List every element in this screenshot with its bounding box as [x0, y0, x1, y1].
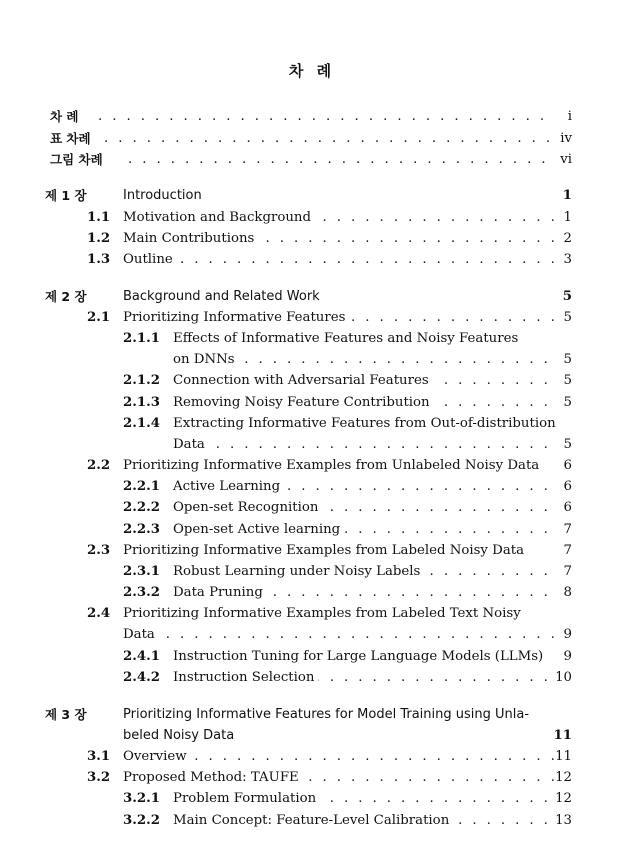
- subsection-title: Effects of Informative Features and Noisy Features: [173, 328, 522, 349]
- toc-section-2-1[interactable]: [0, 307, 624, 328]
- chapter-title: Background and Related Work: [123, 289, 320, 304]
- toc-subsection-2-3-1[interactable]: [0, 561, 624, 582]
- section-title: Overview: [123, 746, 191, 767]
- section-number: 2.1: [87, 310, 111, 325]
- toc-chapter-3-cont[interactable]: [0, 725, 624, 746]
- subsection-number: 2.1.1: [123, 331, 161, 346]
- subsection-title: Open-set Recognition: [173, 497, 322, 518]
- section-page: 11: [555, 749, 572, 764]
- toc-section-2-4-cont[interactable]: [0, 624, 624, 645]
- entry-page: vi: [560, 152, 572, 167]
- subsection-title: Instruction Tuning for Large Language Models (LLMs): [173, 646, 547, 667]
- subsection-page: 13: [555, 813, 572, 828]
- subsection-page: 10: [555, 670, 572, 685]
- subsection-number: 2.1.3: [123, 395, 161, 410]
- section-title: Prioritizing Informative Features: [123, 307, 349, 328]
- subsection-page: 5: [563, 352, 572, 367]
- section-title: Motivation and Background: [123, 207, 315, 228]
- entry-title: 표 차례: [50, 128, 95, 149]
- toc-section-2-3[interactable]: [0, 540, 624, 561]
- section-page: 5: [563, 310, 572, 325]
- toc-subsection-2-1-3[interactable]: [0, 392, 624, 413]
- section-number: 2.2: [87, 458, 111, 473]
- toc-chapter-2[interactable]: [0, 286, 624, 307]
- toc-subsection-3-2-1[interactable]: [0, 788, 624, 809]
- section-title: Prioritizing Informative Examples from Labeled Noisy Data: [123, 540, 528, 561]
- section-number: 2.3: [87, 543, 111, 558]
- toc-section-2-2[interactable]: [0, 455, 624, 476]
- section-title: Proposed Method: TAUFE: [123, 767, 303, 788]
- leader-dots: [98, 106, 554, 127]
- toc-subsection-2-1-4[interactable]: [0, 413, 624, 434]
- section-page: 7: [563, 543, 572, 558]
- section-page: 2: [563, 231, 572, 246]
- entry-title: 차 례: [50, 106, 83, 127]
- chapter-title: Introduction: [123, 188, 202, 203]
- chapter-title: Prioritizing Informative Features for Model Training using Unla-: [123, 707, 530, 722]
- subsection-page: 5: [563, 395, 572, 410]
- leader-dots: [123, 249, 554, 270]
- toc-section-1-2[interactable]: [0, 228, 624, 249]
- subsection-number: 2.3.2: [123, 585, 161, 600]
- entry-title: 그림 차례: [50, 149, 107, 170]
- toc-section-3-1[interactable]: [0, 746, 624, 767]
- subsection-title: Connection with Adversarial Features: [173, 370, 433, 391]
- subsection-title: Instruction Selection: [173, 667, 318, 688]
- section-number: 3.2: [87, 770, 111, 785]
- entry-page: i: [567, 109, 572, 124]
- subsection-number: 3.2.1: [123, 791, 161, 806]
- chapter-page: 5: [562, 289, 572, 304]
- subsection-title: Active Learning: [173, 476, 284, 497]
- toc-subsection-2-2-2[interactable]: [0, 497, 624, 518]
- toc-front-contents[interactable]: [0, 106, 624, 127]
- subsection-number: 2.3.1: [123, 564, 161, 579]
- subsection-page: 6: [563, 479, 572, 494]
- subsection-title: Removing Noisy Feature Contribution: [173, 392, 434, 413]
- toc-subsection-2-2-1[interactable]: [0, 476, 624, 497]
- subsection-title-cont: on DNNs: [173, 349, 239, 370]
- subsection-number: 2.4.1: [123, 649, 161, 664]
- toc-subsection-2-2-3[interactable]: [0, 519, 624, 540]
- subsection-title: Robust Learning under Noisy Labels: [173, 561, 424, 582]
- chapter-page: 11: [553, 728, 572, 743]
- toc-subsection-2-1-1[interactable]: [0, 328, 624, 349]
- toc-chapter-1[interactable]: [0, 185, 624, 206]
- toc-section-3-2[interactable]: [0, 767, 624, 788]
- leader-dots: [173, 434, 554, 455]
- section-number: 1.1: [87, 210, 111, 225]
- section-page: 6: [563, 458, 572, 473]
- subsection-page: 7: [563, 522, 572, 537]
- section-page: 1: [563, 210, 572, 225]
- section-number: 2.4: [87, 606, 111, 621]
- section-page: 9: [563, 627, 572, 642]
- subsection-number: 2.1.2: [123, 373, 161, 388]
- toc-section-1-3[interactable]: [0, 249, 624, 270]
- section-title-cont: Data: [123, 624, 159, 645]
- leader-dots: [123, 624, 554, 645]
- toc-section-1-1[interactable]: [0, 207, 624, 228]
- toc-subsection-3-2-2[interactable]: [0, 810, 624, 831]
- subsection-number: 2.4.2: [123, 670, 161, 685]
- toc-section-2-4[interactable]: [0, 603, 624, 624]
- chapter-number: 제 1 장: [45, 188, 87, 203]
- subsection-page: 5: [563, 437, 572, 452]
- toc-title: 차 례: [288, 62, 336, 80]
- chapter-page: 1: [562, 188, 572, 203]
- toc-front-figures[interactable]: [0, 149, 624, 170]
- subsection-title: Data Pruning: [173, 582, 267, 603]
- toc-chapter-3[interactable]: [0, 704, 624, 725]
- subsection-page: 9: [563, 649, 572, 664]
- chapter-title-cont: beled Noisy Data: [123, 728, 235, 743]
- subsection-title: Main Concept: Feature-Level Calibration: [173, 810, 453, 831]
- subsection-title-cont: Data: [173, 434, 209, 455]
- toc-subsection-2-4-2[interactable]: [0, 667, 624, 688]
- subsection-page: 12: [555, 791, 572, 806]
- subsection-title: Extracting Informative Features from Out-of-distribution: [173, 413, 560, 434]
- section-title: Prioritizing Informative Examples from Labeled Text Noisy: [123, 603, 525, 624]
- subsection-number: 2.2.2: [123, 500, 161, 515]
- subsection-title: Problem Formulation: [173, 788, 320, 809]
- toc-subsection-2-1-2[interactable]: [0, 370, 624, 391]
- section-page: 12: [555, 770, 572, 785]
- subsection-number: 3.2.2: [123, 813, 161, 828]
- leader-dots: [104, 128, 554, 149]
- section-title: Main Contributions: [123, 228, 258, 249]
- section-page: 3: [563, 252, 572, 267]
- subsection-page: 7: [563, 564, 572, 579]
- section-number: 1.3: [87, 252, 111, 267]
- subsection-page: 5: [563, 373, 572, 388]
- toc-subsection-2-1-1-cont[interactable]: [0, 349, 624, 370]
- leader-dots: [128, 149, 554, 170]
- section-number: 3.1: [87, 749, 111, 764]
- chapter-number: 제 2 장: [45, 289, 87, 304]
- subsection-number: 2.1.4: [123, 416, 161, 431]
- subsection-page: 8: [563, 585, 572, 600]
- toc-front-tables[interactable]: [0, 128, 624, 149]
- entry-page: iv: [560, 131, 572, 146]
- subsection-title: Open-set Active learning: [173, 519, 344, 540]
- section-title: Prioritizing Informative Examples from Unlabeled Noisy Data: [123, 455, 543, 476]
- subsection-number: 2.2.3: [123, 522, 161, 537]
- chapter-number: 제 3 장: [45, 707, 87, 722]
- toc-subsection-2-1-4-cont[interactable]: [0, 434, 624, 455]
- section-title: Outline: [123, 249, 177, 270]
- toc-subsection-2-4-1[interactable]: [0, 646, 624, 667]
- subsection-number: 2.2.1: [123, 479, 161, 494]
- section-number: 1.2: [87, 231, 111, 246]
- subsection-page: 6: [563, 500, 572, 515]
- toc-subsection-2-3-2[interactable]: [0, 582, 624, 603]
